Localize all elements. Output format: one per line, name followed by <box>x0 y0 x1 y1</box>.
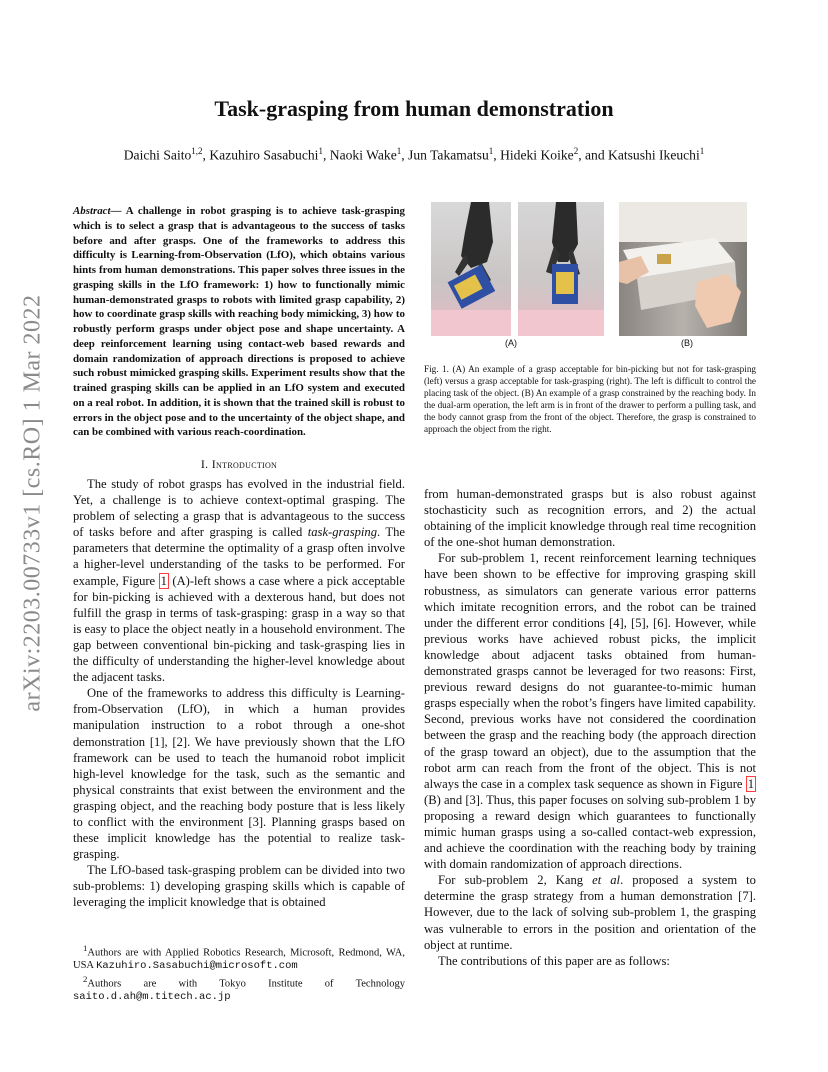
author-separator: , <box>322 147 330 163</box>
footnotes <box>73 942 405 1003</box>
robot-hand-grasp-left-photo <box>431 202 511 336</box>
paper-title: Task-grasping from human demonstration <box>214 96 614 121</box>
section-number: I. <box>200 457 212 471</box>
paragraph <box>424 550 756 872</box>
author-name: Hideki Koike <box>500 147 574 163</box>
dual-arm-drawer-photo <box>619 202 747 336</box>
abstract <box>73 204 405 440</box>
paragraph: from human-demonstrated grasps but is also robust against stochasticity such as recognition errors, and 2) the actual obtaining of the implicit knowledge through real time recognition of the one-shot human demonstration. <box>424 487 756 550</box>
author-list <box>0 146 828 164</box>
figure-1 <box>431 202 747 350</box>
author-affiliation: 1 <box>396 146 402 156</box>
author-affiliation: 1 <box>318 146 323 156</box>
paragraph <box>424 872 756 952</box>
paragraph: The LfO-based task-grasping problem can be divided into two sub-problems: 1) developing grasping skills which is capable of leveraging the implicit knowledge that is obtained <box>73 863 405 910</box>
footnote-2 <box>73 973 405 991</box>
caption-label: Fig. 1. <box>424 364 449 374</box>
text-run: . The parameters that determine the optimality of a grasp often involve a higher-level understanding of the tasks to be performed. For example, Figure <box>73 525 405 588</box>
paragraph: The contributions of this paper are as follows: <box>438 953 670 968</box>
text-run: For sub-problem 1, recent reinforcement learning techniques have been shown to be effective for improving grasping skill robustness, as simulators can generate various error patterns which imitate recognition errors, and the robot can be trained under the different error conditions [4], [5], [6]. However, while previous works have achieved robust picks, the implicit knowledge about adjacent tasks obtained from human-demonstrated grasps cannot be leveraged for two reasons: First, previous reward designs do not guarantee-to-mimic human grasps especially when the robot’s fingers have limited capability. Second, previous works have not considered the coordination between the grasp and the reaching body (the approach direction of the grasp toward an object), due to the assumption that the robot arm can reach from the front of the object. This is not always the case in a complex task sequence as shown in Figure <box>424 551 756 791</box>
robot-hand-grasp-right-photo <box>518 202 604 336</box>
abstract-label: Abstract <box>73 205 111 217</box>
footnote-mark: 2 <box>83 973 88 984</box>
paragraph <box>73 476 405 685</box>
section-title: Introduction <box>211 457 278 471</box>
author-separator: , <box>493 147 501 163</box>
text-run: For sub-problem 2, Kang <box>438 873 593 888</box>
text-run: (B) and [3]. Thus, this paper focuses on solving sub-problem 1 by proposing a reward design which guarantees to functionally mimic human grasps using a so-called contact-web expression, and achieve the coordination with the reaching body by training with domain randomization of approach directions. <box>424 792 756 872</box>
footnote-text: Authors are with Tokyo Institute of Technology <box>87 978 405 990</box>
caption-text: (A) An example of a grasp acceptable for bin-picking but not for task-grasping (left) versus a grasp acceptable for task-grasping (right). The left is difficult to control the placing task of the object. (B) An example of a grasp constrained by the reaching body. In the dual-arm operation, the left arm is in front of the drawer to perform a pulling task, and the body cannot grasp from the front of the object. Therefore, the grasp is constrained to approach the object from the right. <box>424 364 757 435</box>
email-address: Kazuhiro.Sasabuchi@microsoft.com <box>96 960 298 973</box>
footnote-mark: 1 <box>83 943 88 953</box>
figure-label-a: (A) <box>505 338 517 348</box>
abstract-text: A challenge in robot grasping is to achieve task-grasping which is to select a grasp that is advantageous to the success of tasks before and after grasps. One of the frameworks to address this difficulty is Learning-from-Observation (LfO), which obtains various hints from human demonstrations. This paper solves three issues in the grasping skills in the LfO framework: 1) how to functionally mimic human-demonstrated grasps to robots with limited grasp capability, 2) how to coordinate grasp skills with reaching body mimicking, 3) how to robustly perform grasps under object pose and shape uncertainty. A deep reinforcement learning using contact-web based rewards and domain randomization of approach directions is proposed to achieve such robust mimicked grasping skills. Experiment results show that the trained grasping skills can be applied in an LfO system and executed on a real robot. In addition, it is shown that the trained skill is robust to errors in the object pose and to the uncertainty of the object shape, and can be combined with various reach-coordination. <box>73 205 406 439</box>
author-name: Daichi Saito <box>123 147 192 163</box>
author-affiliation: 2 <box>573 146 579 156</box>
figure-1-link[interactable]: 1 <box>747 776 754 791</box>
footnote-1 <box>73 942 405 973</box>
author-affiliation: 1 <box>488 146 494 156</box>
emphasis-text: task-grasping <box>307 525 378 540</box>
figure-1-link[interactable]: 1 <box>160 573 167 588</box>
footnote-text: Authors are with Applied Robotics Research, Microsoft, Redmond, WA, USA <box>73 947 405 972</box>
figure-label-b: (B) <box>681 338 693 348</box>
paragraph: One of the frameworks to address this difficulty is Learning-from-Observation (LfO), in which a human provides manipulation instruction to a robot through a one-shot demonstration [1], [2]. We have previously shown that the LfO framework can be used to teach the humanoid robot implicit high-level knowledge for the task, such as the semantic and physical constraints that exist between the environment and the grasping object, and the reaching body posture that is less likely to conflict with the environment [3]. Planning grasps based on these implicit knowledge has the potential to realize task-grasping. <box>73 686 405 862</box>
author-name: Kazuhiro Sasabuchi <box>209 147 319 163</box>
author-name: Naoki Wake <box>329 147 397 163</box>
author-separator: , and <box>578 147 609 163</box>
left-column-text <box>73 476 405 911</box>
figure-caption <box>424 363 756 436</box>
author-affiliation: 1 <box>699 146 705 156</box>
email-address: saito.d.ah@m.titech.ac.jp <box>73 990 231 1003</box>
author-name: Jun Takamatsu <box>408 147 489 163</box>
arxiv-stamp <box>8 263 58 743</box>
abstract-dash: — <box>110 205 126 217</box>
emphasis-text: et al <box>592 873 621 888</box>
author-name: Katsushi Ikeuchi <box>608 147 700 163</box>
arxiv-stamp-text: arXiv:2203.00733v1 [cs.RO] 1 Mar 2022 <box>19 294 46 712</box>
section-heading-introduction <box>73 457 405 472</box>
author-affiliation: 1,2 <box>191 146 203 156</box>
text-run: . proposed a system to determine the grasp strategy from a human demonstration [7]. However, due to the lack of solving sub-problem 1, the grasping was vulnerable to errors in the position and orientation of the object at runtime. <box>424 873 756 952</box>
right-column-text <box>424 486 756 969</box>
text-run: (A)-left shows a case where a pick acceptable for bin-picking is achieved with a dexterous hand, but does not fulfill the grasp in terms of task-grasping: grasp in a way so that is easy to place the object neatly in a household environment. The gap between conventional bin-picking and task-grasping lies in the difficulty of understanding the higher-level knowledge about the adjacent tasks. <box>73 573 406 685</box>
text-run: The study of robot grasps has evolved in the industrial field. Yet, a challenge is to achieve context-optimal grasping. The problem of selecting a grasp that is advantageous to the success of tasks before and after grasping is called <box>73 477 405 540</box>
author-separator: , <box>202 147 210 163</box>
author-separator: , <box>401 147 409 163</box>
